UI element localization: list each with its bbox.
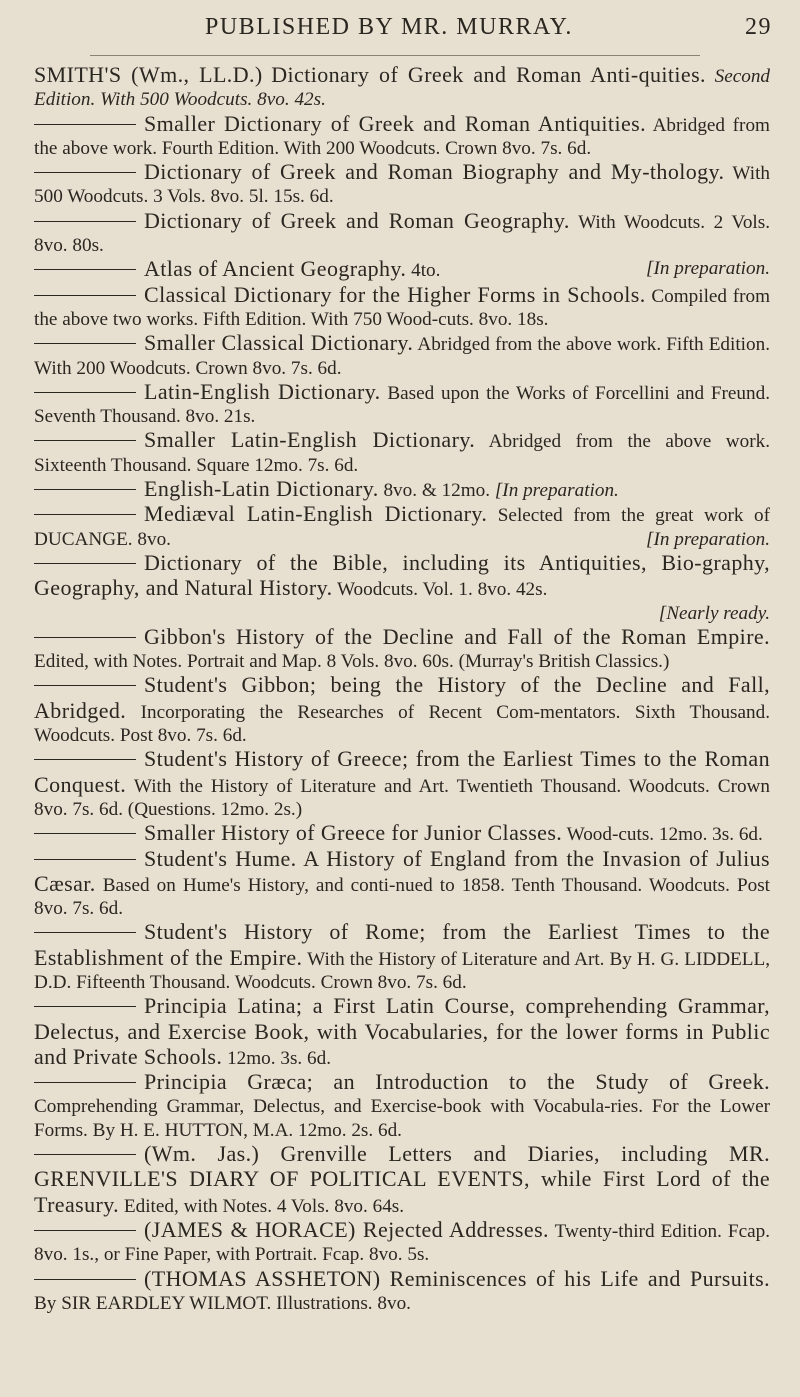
catalogue-entry bbox=[34, 283, 770, 332]
entry-details: Twenty-third Edition. Fcap. 8vo. 1s., or Fine Paper, with Portrait. Fcap. 8vo. 5s. bbox=[34, 1220, 770, 1266]
header-rule bbox=[90, 55, 700, 56]
entry-title: Principia Latina; a First Latin Course, comprehending Grammar, Delectus, and Exercise Book, with Vocabularies, for the lower forms in Public and Private Schools. bbox=[34, 993, 770, 1069]
ditto-rule bbox=[34, 1279, 136, 1280]
ditto-rule bbox=[34, 859, 136, 860]
entry-title: Dictionary of Greek and Roman Geography. bbox=[144, 207, 570, 233]
catalogue-entry bbox=[34, 994, 770, 1070]
ditto-rule bbox=[34, 124, 136, 125]
ditto-rule bbox=[34, 1006, 136, 1007]
entry-title: Smaller Classical Dictionary. bbox=[144, 330, 414, 356]
page-header-title: PUBLISHED BY MR. MURRAY. bbox=[205, 14, 573, 40]
catalogue-entry bbox=[34, 920, 770, 994]
ditto-rule bbox=[34, 759, 136, 760]
entry-details: 8vo. & 12mo. bbox=[383, 480, 491, 502]
entry-status: [In preparation. bbox=[494, 480, 619, 502]
catalogue-entry bbox=[34, 428, 770, 477]
catalogue-entry bbox=[34, 257, 770, 282]
catalogue-entry bbox=[34, 63, 770, 112]
entry-details: With 500 Woodcuts. 3 Vols. 8vo. 5l. 15s. 6d. bbox=[34, 163, 770, 208]
entry-status: [In preparation. bbox=[645, 528, 770, 550]
entry-details: With the History of Literature and Art. Twentieth Thousand. Woodcuts. Crown 8vo. 7s. 6d. (Questions. 12mo. 2s.) bbox=[34, 775, 771, 820]
entry-status: [In preparation. bbox=[645, 258, 770, 280]
entry-details: With Woodcuts. 2 Vols. 8vo. 80s. bbox=[34, 211, 771, 257]
entry-title: Smaller History of Greece for Junior Classes. bbox=[144, 820, 563, 846]
catalogue-entry bbox=[34, 673, 770, 747]
ditto-rule bbox=[34, 489, 136, 490]
entry-details: 12mo. 3s. 6d. bbox=[227, 1047, 332, 1069]
entry-details: With the History of Literature and Art. By H. G. LIDDELL, D.D. Fifteenth Thousand. Woodcuts. Crown 8vo. 7s. 6d. bbox=[34, 948, 771, 993]
ditto-rule bbox=[34, 833, 136, 834]
entry-title: Gibbon's History of the Decline and Fall of the Roman Empire. bbox=[144, 623, 770, 649]
entry-title: Principia Græca; an Introduction to the Study of Greek. bbox=[144, 1069, 770, 1095]
entry-details: Comprehending Grammar, Delectus, and Exercise-book with Vocabula-ries. For the Lower Forms. By H. E. HUTTON, M.A. 12mo. 2s. 6d. bbox=[34, 1096, 770, 1141]
ditto-rule bbox=[34, 295, 136, 296]
entry-title: Student's Hume. A History of England from the Invasion of Julius Cæsar. bbox=[34, 845, 770, 896]
ditto-rule bbox=[34, 563, 136, 564]
entry-details: Based upon the Works of Forcellini and Freund. Seventh Thousand. 8vo. 21s. bbox=[34, 382, 770, 428]
ditto-rule bbox=[34, 1154, 136, 1155]
entry-title: (JAMES & HORACE) Rejected Addresses. bbox=[144, 1216, 549, 1242]
catalogue-entry bbox=[34, 747, 770, 821]
entry-title: Dictionary of Greek and Roman Biography and My-thology. bbox=[144, 159, 725, 185]
entry-details: Abridged from the above work. Fifth Edition. With 200 Woodcuts. Crown 8vo. 7s. 6d. bbox=[34, 334, 770, 379]
entry-title: Student's History of Rome; from the Earliest Times to the Establishment of the Empire. bbox=[34, 919, 770, 970]
entry-details: Based on Hume's History, and conti-nued to 1858. Tenth Thousand. Woodcuts. Post 8vo. 7s. 6d. bbox=[34, 874, 771, 920]
entry-status: [Nearly ready. bbox=[658, 602, 770, 624]
catalogue-entry bbox=[34, 209, 770, 258]
ditto-rule bbox=[34, 269, 136, 270]
catalogue-entry bbox=[34, 380, 770, 429]
page-number: 29 bbox=[745, 14, 772, 40]
entry-details: Incorporating the Researches of Recent Com-mentators. Sixth Thousand. Woodcuts. Post 8vo. 7s. 6d. bbox=[34, 701, 771, 747]
ditto-rule bbox=[34, 514, 136, 515]
entry-title: Dictionary of Greek and Roman Anti-quities. bbox=[271, 62, 706, 87]
entry-author: SMITH'S (Wm., LL.D.) bbox=[34, 62, 263, 87]
entry-title: Classical Dictionary for the Higher Forms in Schools. bbox=[144, 281, 646, 307]
catalogue-entry bbox=[34, 1218, 770, 1267]
entry-details: By SIR EARDLEY WILMOT. Illustrations. 8vo. bbox=[34, 1292, 411, 1314]
entry-title: Latin-English Dictionary. bbox=[144, 378, 381, 404]
entry-title: English-Latin Dictionary. bbox=[144, 476, 379, 502]
ditto-rule bbox=[34, 637, 136, 638]
catalogue-entry bbox=[34, 477, 770, 502]
entry-details: Abridged from the above work. Sixteenth Thousand. Square 12mo. 7s. 6d. bbox=[34, 431, 770, 476]
entry-title: Student's History of Greece; from the Earliest Times to the Roman Conquest. bbox=[34, 746, 770, 797]
ditto-rule bbox=[34, 221, 136, 222]
entry-title: Smaller Latin-English Dictionary. bbox=[144, 427, 476, 453]
catalogue-entry bbox=[34, 551, 770, 625]
catalogue-entry bbox=[34, 502, 770, 551]
ditto-rule bbox=[34, 440, 136, 441]
catalogue-entry bbox=[34, 1267, 770, 1316]
running-head bbox=[205, 14, 772, 41]
catalogue-entry bbox=[34, 112, 770, 161]
entry-title: (Wm. Jas.) Grenville Letters and Diaries, including MR. GRENVILLE'S DIARY OF POLITICAL EVENTS, while First Lord of the Treasury. bbox=[34, 1141, 770, 1217]
ditto-rule bbox=[34, 172, 136, 173]
entry-details: Wood-cuts. 12mo. 3s. 6d. bbox=[566, 824, 763, 846]
entry-title: Mediæval Latin-English Dictionary. bbox=[144, 501, 488, 527]
ditto-rule bbox=[34, 392, 136, 393]
entry-details: Edited, with Notes. 4 Vols. 8vo. 64s. bbox=[123, 1195, 405, 1217]
catalogue-entry bbox=[34, 821, 770, 846]
catalogue-entry bbox=[34, 847, 770, 921]
entry-details: Abridged from the above work. Fourth Edition. With 200 Woodcuts. Crown 8vo. 7s. 6d. bbox=[34, 114, 770, 159]
entry-title: Dictionary of the Bible, including its Antiquities, Bio-graphy, Geography, and Natural History. bbox=[34, 549, 770, 601]
entry-details: Woodcuts. Vol. 1. 8vo. 42s. bbox=[336, 579, 548, 601]
entry-title: Atlas of Ancient Geography. bbox=[144, 256, 407, 282]
ditto-rule bbox=[34, 685, 136, 686]
catalogue-entry bbox=[34, 331, 770, 380]
catalogue-entry bbox=[34, 160, 770, 209]
catalogue-entry bbox=[34, 1142, 770, 1218]
entry-details: Selected from the great work of DUCANGE. 8vo. bbox=[34, 505, 770, 550]
catalogue-entry bbox=[34, 1070, 770, 1142]
ditto-rule bbox=[34, 1082, 136, 1083]
entry-details: 4to. bbox=[411, 260, 441, 282]
entry-details: Edited, with Notes. Portrait and Map. 8 Vols. 8vo. 60s. (Murray's British Classics.) bbox=[34, 651, 670, 673]
entry-details: Second Edition. With 500 Woodcuts. 8vo. 42s. bbox=[34, 66, 771, 111]
entry-title: (THOMAS ASSHETON) Reminiscences of his Life and Pursuits. bbox=[144, 1265, 770, 1291]
catalogue-entries bbox=[34, 63, 770, 1315]
entry-title: Student's Gibbon; being the History of the Decline and Fall, Abridged. bbox=[34, 672, 770, 723]
catalogue-entry bbox=[34, 625, 770, 674]
entry-details: Compiled from the above two works. Fifth Edition. With 750 Wood-cuts. 8vo. 18s. bbox=[34, 285, 771, 330]
ditto-rule bbox=[34, 1230, 136, 1231]
ditto-rule bbox=[34, 932, 136, 933]
ditto-rule bbox=[34, 343, 136, 344]
entry-title: Smaller Dictionary of Greek and Roman Antiquities. bbox=[144, 110, 646, 136]
